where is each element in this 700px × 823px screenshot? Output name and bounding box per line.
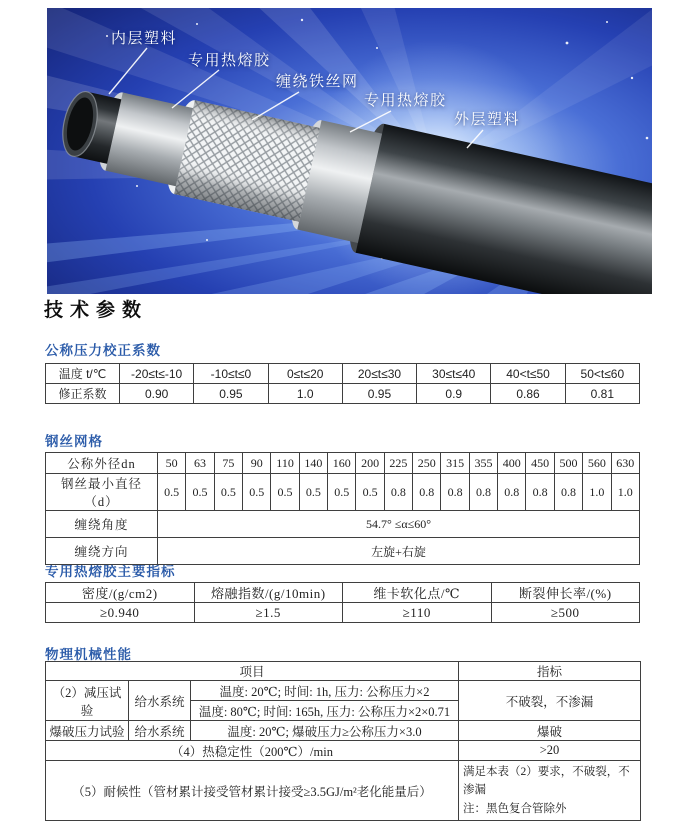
table-cell: 500 — [554, 453, 582, 474]
result-cell: 爆破 — [459, 721, 641, 741]
table-row — [46, 662, 641, 681]
table-row — [46, 583, 640, 603]
table-cell: 0≤t≤20 — [268, 364, 342, 384]
section-heading-mechanical: 物理机械性能 — [45, 647, 132, 662]
table-cell: 断裂伸长率/(%) — [491, 583, 640, 603]
table-cell: -20≤t≤-10 — [120, 364, 194, 384]
result-cell: >20 — [459, 741, 641, 761]
table-cell: 315 — [441, 453, 469, 474]
table-cell: 0.8 — [469, 474, 497, 511]
table-cell: 0.5 — [271, 474, 299, 511]
wire-mesh-table — [45, 452, 640, 565]
table-cell: 50<t≤60 — [565, 364, 639, 384]
winding-angle-label-cell: 缠绕角度 — [46, 511, 158, 538]
table-row — [46, 741, 641, 761]
weather-resistance-cell: （5）耐候性（管材累计接受管材累计接受≥3.5GJ/m²老化能量后） — [46, 761, 459, 821]
table-cell: 75 — [214, 453, 242, 474]
table-cell: 0.5 — [214, 474, 242, 511]
table-cell: 50 — [158, 453, 186, 474]
result-cell — [459, 761, 641, 821]
table-cell: 560 — [583, 453, 611, 474]
result-note-line: 注：黑色复合管除外 — [463, 802, 567, 815]
section-heading-wire-mesh: 钢丝网格 — [45, 434, 103, 449]
mechanical-table — [45, 661, 641, 821]
table-cell: 140 — [299, 453, 327, 474]
winding-direction-value-cell: 左旋+右旋 — [158, 538, 640, 565]
page-title: 技术参数 — [44, 300, 149, 321]
table-cell: 110 — [271, 453, 299, 474]
burst-test-cell: 爆破压力试验 — [46, 721, 129, 741]
table-cell: 0.86 — [491, 384, 565, 404]
table-cell: ≥110 — [343, 603, 492, 623]
table-row — [46, 384, 640, 404]
table-cell: 0.5 — [299, 474, 327, 511]
table-cell: 20≤t≤30 — [342, 364, 416, 384]
table-row — [46, 603, 640, 623]
table-cell: 0.8 — [441, 474, 469, 511]
index-header-cell: 指标 — [459, 662, 641, 681]
table-cell: 90 — [243, 453, 271, 474]
layer-label-outer-plastic: 外层塑料 — [454, 111, 521, 128]
table-cell: 0.8 — [526, 474, 554, 511]
table-row — [46, 474, 640, 511]
section-heading-pressure-correction: 公称压力校正系数 — [45, 343, 161, 358]
winding-direction-label-cell: 缠绕方向 — [46, 538, 158, 565]
pipe-photo — [47, 8, 652, 294]
table-cell: 0.5 — [158, 474, 186, 511]
table-cell: ≥0.940 — [46, 603, 195, 623]
layer-label-inner-plastic: 内层塑料 — [111, 30, 178, 47]
table-cell: 355 — [469, 453, 497, 474]
table-cell: 225 — [384, 453, 412, 474]
table-cell: 0.95 — [342, 384, 416, 404]
table-cell: 40<t≤50 — [491, 364, 565, 384]
water-system-cell: 给水系统 — [129, 721, 191, 741]
table-row — [46, 453, 640, 474]
table-cell: 熔融指数/(g/10min) — [194, 583, 343, 603]
table-cell: 0.95 — [194, 384, 268, 404]
table-cell: 1.0 — [268, 384, 342, 404]
table-cell: 密度/(g/cm2) — [46, 583, 195, 603]
dn-label-cell: 公称外径dn — [46, 453, 158, 474]
table-row — [46, 721, 641, 741]
table-row — [46, 511, 640, 538]
d-label-cell: 钢丝最小直径（d） — [46, 474, 158, 511]
pipe-illustration — [47, 8, 652, 294]
table-row — [46, 761, 641, 821]
section-heading-adhesive: 专用热熔胶主要指标 — [45, 564, 176, 579]
winding-angle-value-cell: 54.7° ≤α≤60° — [158, 511, 640, 538]
table-cell: 0.5 — [328, 474, 356, 511]
condition-cell: 温度: 20℃; 爆破压力≥公称压力×3.0 — [191, 721, 459, 741]
table-cell: 450 — [526, 453, 554, 474]
table-row — [46, 681, 641, 701]
table-cell: ≥1.5 — [194, 603, 343, 623]
table-cell: 0.9 — [417, 384, 491, 404]
table-row — [46, 364, 640, 384]
table-cell: 维卡软化点/℃ — [343, 583, 492, 603]
table-cell: 400 — [498, 453, 526, 474]
condition-cell: 温度: 20℃; 时间: 1h, 压力: 公称压力×2 — [191, 681, 459, 701]
table-cell: 250 — [413, 453, 441, 474]
water-system-cell: 给水系统 — [129, 681, 191, 721]
table-cell: 200 — [356, 453, 384, 474]
thermal-stability-cell: （4）热稳定性（200℃）/min — [46, 741, 459, 761]
table-cell: 0.8 — [554, 474, 582, 511]
table-cell: 160 — [328, 453, 356, 474]
adhesive-table — [45, 582, 640, 623]
table-cell: 0.5 — [186, 474, 214, 511]
condition-cell: 温度: 80℃; 时间: 165h, 压力: 公称压力×2×0.71 — [191, 701, 459, 721]
table-cell: 0.5 — [356, 474, 384, 511]
table-cell: 1.0 — [611, 474, 640, 511]
decompression-test-cell: （2）减压试验 — [46, 681, 129, 721]
table-cell: 63 — [186, 453, 214, 474]
table-cell: 30≤t≤40 — [417, 364, 491, 384]
layer-label-adhesive-1: 专用热熔胶 — [188, 52, 271, 69]
table-cell: 0.5 — [243, 474, 271, 511]
table-cell: 1.0 — [583, 474, 611, 511]
table-cell: 0.81 — [565, 384, 639, 404]
table-cell: 0.90 — [120, 384, 194, 404]
table-cell: 0.8 — [498, 474, 526, 511]
layer-label-wire-mesh: 缠绕铁丝网 — [276, 73, 359, 90]
item-header-cell: 项目 — [46, 662, 459, 681]
table-cell: 0.8 — [384, 474, 412, 511]
pressure-correction-table — [45, 363, 640, 404]
result-line: 满足本表（2）要求，不破裂，不渗漏 — [463, 766, 630, 797]
table-cell: ≥500 — [491, 603, 640, 623]
result-cell: 不破裂，不渗漏 — [459, 681, 641, 721]
table-row — [46, 538, 640, 565]
table-cell: 630 — [611, 453, 640, 474]
coefficient-label-cell: 修正系数 — [46, 384, 120, 404]
temp-header-cell: 温度 t/℃ — [46, 364, 120, 384]
layer-label-adhesive-2: 专用热熔胶 — [364, 92, 447, 109]
table-cell: 0.8 — [413, 474, 441, 511]
table-cell: -10≤t≤0 — [194, 364, 268, 384]
